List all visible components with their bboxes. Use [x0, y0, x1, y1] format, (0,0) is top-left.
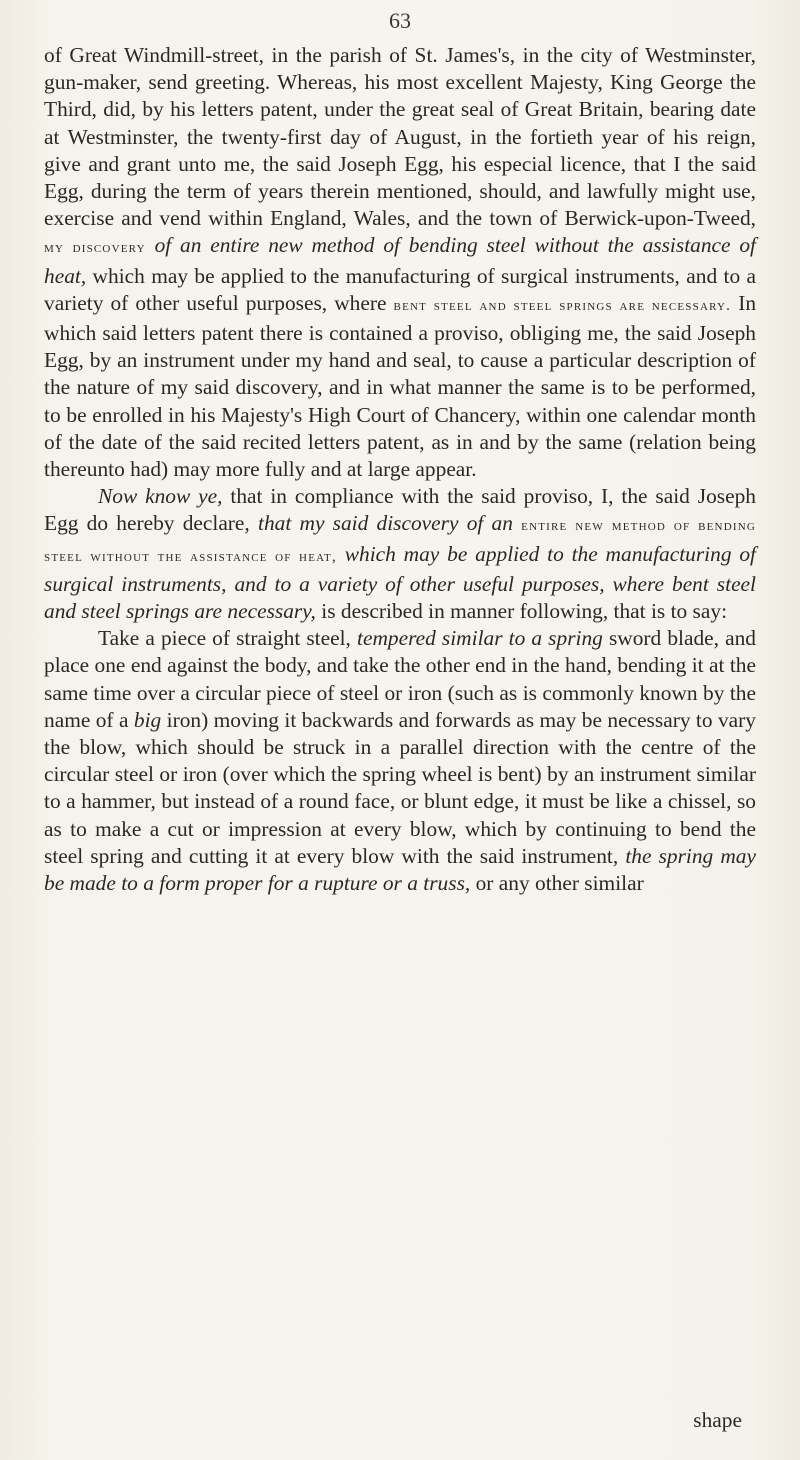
- text-run: that in compliance with the said proviso, I, the said Joseph Egg do hereby declare,: [44, 484, 756, 536]
- text-run: iron) moving it backwards and forwards as may be necessary to vary the blow, which should be struck in a parallel direction with the centre of the circular steel or iron (over which the spring wheel is bent) by an instrument similar to a hammer, but instead of a round face, or blunt edge, it must be like a chissel, so as to make a cut or impression at every blow, which by continuing to bend the steel spring and cutting it at every blow with the said instrument,: [44, 707, 756, 868]
- italic-run: which may be applied to the manufacturing of surgical instruments, and to a variety of other useful purposes, where bent steel and steel springs are necessary,: [44, 541, 756, 624]
- italic-run: the spring may be made to a form proper for a rupture or a truss,: [44, 843, 756, 896]
- small-caps-run: entire new method of bending steel without the assistance of heat,: [44, 518, 756, 565]
- text-run: is described in manner following, that is to say:: [315, 599, 728, 624]
- text-run: [337, 542, 345, 566]
- text-run: [146, 233, 155, 257]
- small-caps-run: bent steel and steel springs are necessary.: [393, 297, 732, 314]
- paragraph-patent-recital: [44, 42, 756, 483]
- italic-run: of an entire new method of bending steel without the assistance of heat,: [44, 233, 756, 288]
- text-run: which may be applied to the manufacturing of surgical instruments, and to a variety of other useful purposes, where: [44, 263, 756, 315]
- text-run: [513, 511, 521, 535]
- italic-run: tempered similar to a spring: [357, 626, 603, 651]
- italic-run: that my said discovery of an: [258, 511, 513, 536]
- catchword: shape: [693, 1408, 742, 1432]
- text-run: of Great Windmill-street, in the parish of St. James's, in the city of Westminster, gun-maker, send greeting. Whereas, his most excellent Majesty, King George the Third, did, by his letters patent, under the great seal of Great Britain, bearing date at Westminster, the twenty-first day of August, in the fortieth year of his reign, give and grant unto me, the said Joseph Egg, his especial licence, that I the said Egg, during the term of years therein mentioned, should, and lawfully might use, exercise and vend within England, Wales, and the town of Berwick-upon-Tweed,: [44, 43, 756, 231]
- paragraph-declaration: [44, 483, 756, 625]
- page-number: 63: [389, 8, 411, 33]
- body-text: [44, 42, 756, 897]
- paragraph-method: [44, 625, 756, 897]
- text-run: In which said letters patent there is contained a proviso, obliging me, the said Joseph Egg, by an instrument under my hand and seal, to cause a particular description of the nature of my said discovery, and in what manner the same is to be performed, to be enrolled in his Majesty's High Court of Chancery, within one calendar month of the date of the said recited letters patent, as in and by the same (relation being thereunto had) may more fully and at large appear.: [44, 290, 757, 482]
- text-run: or any other similar: [470, 871, 644, 896]
- text-run: Take a piece of straight steel,: [98, 626, 358, 651]
- italic-run: big: [133, 707, 162, 732]
- small-caps-run: my discovery: [44, 240, 146, 257]
- text-run: sword blade, and place one end against the body, and take the other end in the hand, bending it at the same time over a circular piece of steel or iron (such as is commonly known by the name of a: [44, 626, 757, 732]
- italic-run: Now know ye,: [98, 484, 223, 509]
